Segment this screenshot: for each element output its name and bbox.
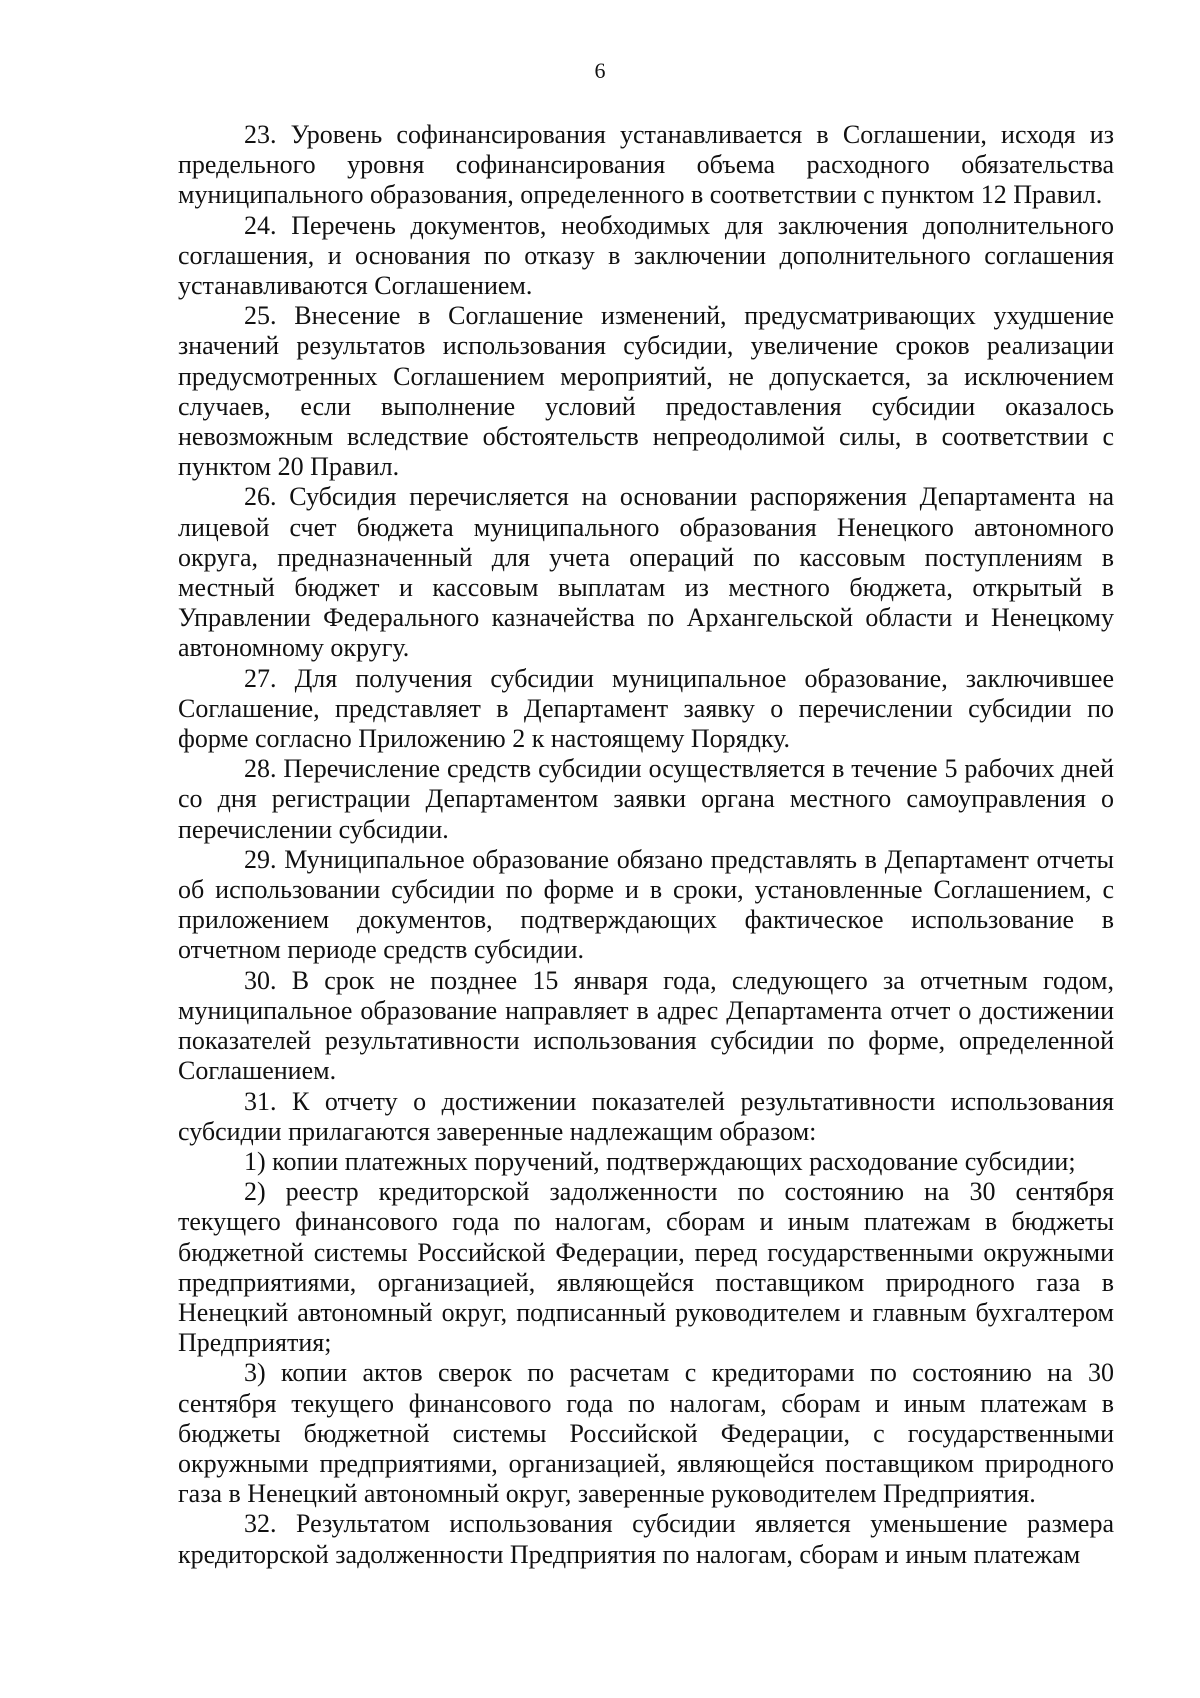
paragraph-31-item-1: 1) копии платежных поручений, подтверждающих расходование субсидии; — [244, 1146, 1076, 1176]
paragraph-31: 31. К отчету о достижении показателей результативности использования субсидии прилагаются заверенные надлежащим образом: — [178, 1086, 1114, 1146]
paragraph-30: 30. В срок не позднее 15 января года, следующего за отчетным годом, муниципальное образование направляет в адрес Департамента отчет о достижении показателей результативности использования субсидии по форме, определенной Соглашением. — [178, 965, 1114, 1086]
document-body — [178, 120, 1114, 1570]
paragraph-25: 25. Внесение в Соглашение изменений, предусматривающих ухудшение значений результатов использования субсидии, увеличение сроков реализации предусмотренных Соглашением мероприятий, не допускается, за исключением случаев, если выполнение условий предоставления субсидии оказалось невозможным вследствие обстоятельств непреодолимой силы, в соответствии с пунктом 20 Правил. — [178, 301, 1114, 482]
paragraph-28: 28. Перечисление средств субсидии осуществляется в течение 5 рабочих дней со дня регистрации Департаментом заявки органа местного самоуправления о перечислении субсидии. — [178, 754, 1114, 844]
page-number: 6 — [594, 58, 606, 83]
paragraph-27: 27. Для получения субсидии муниципальное образование, заключившее Соглашение, представляет в Департамент заявку о перечислении субсидии по форме согласно Приложению 2 к настоящему Порядку. — [178, 663, 1114, 754]
paragraph-26: 26. Субсидия перечисляется на основании распоряжения Департамента на лицевой счет бюджета муниципального образования Ненецкого автономного округа, предназначенный для учета операций по кассовым поступлениям в местный бюджет и кассовым выплатам из местного бюджета, открытый в Управлении Федерального казначейства по Архангельской области и Ненецкому автономному округу. — [178, 482, 1114, 663]
paragraph-32: 32. Результатом использования субсидии является уменьшение размера кредиторской задолженности Предприятия по налогам, сборам и иным платежам — [178, 1509, 1114, 1569]
paragraph-24: 24. Перечень документов, необходимых для заключения дополнительного соглашения, и основания по отказу в заключении дополнительного соглашения устанавливаются Соглашением. — [178, 210, 1114, 301]
paragraph-29: 29. Муниципальное образование обязано представлять в Департамент отчеты об использовании субсидии по форме и в сроки, установленные Соглашением, с приложением документов, подтверждающих фактическое использование в отчетном периоде средств субсидии. — [178, 844, 1114, 965]
paragraph-31-item-3: 3) копии актов сверок по расчетам с кредиторами по состоянию на 30 сентября текущего финансового года по налогам, сборам и иным платежам в бюджеты бюджетной системы Российской Федерации, с государственными окружными предприятиями, организацией, являющейся поставщиком природного газа в Ненецкий автономный округ, заверенные руководителем Предприятия. — [178, 1358, 1114, 1509]
paragraph-23: 23. Уровень софинансирования устанавливается в Соглашении, исходя из предельного уровня софинансирования объема расходного обязательства муниципального образования, определенного в соответствии с пунктом 12 Правил. — [178, 120, 1114, 210]
paragraph-31-item-2: 2) реестр кредиторской задолженности по состоянию на 30 сентября текущего финансового года по налогам, сборам и иным платежам в бюджеты бюджетной системы Российской Федерации, перед государственными окружными предприятиями, организацией, являющейся поставщиком природного газа в Ненецкий автономный округ, подписанный руководителем и главным бухгалтером Предприятия; — [178, 1177, 1114, 1358]
